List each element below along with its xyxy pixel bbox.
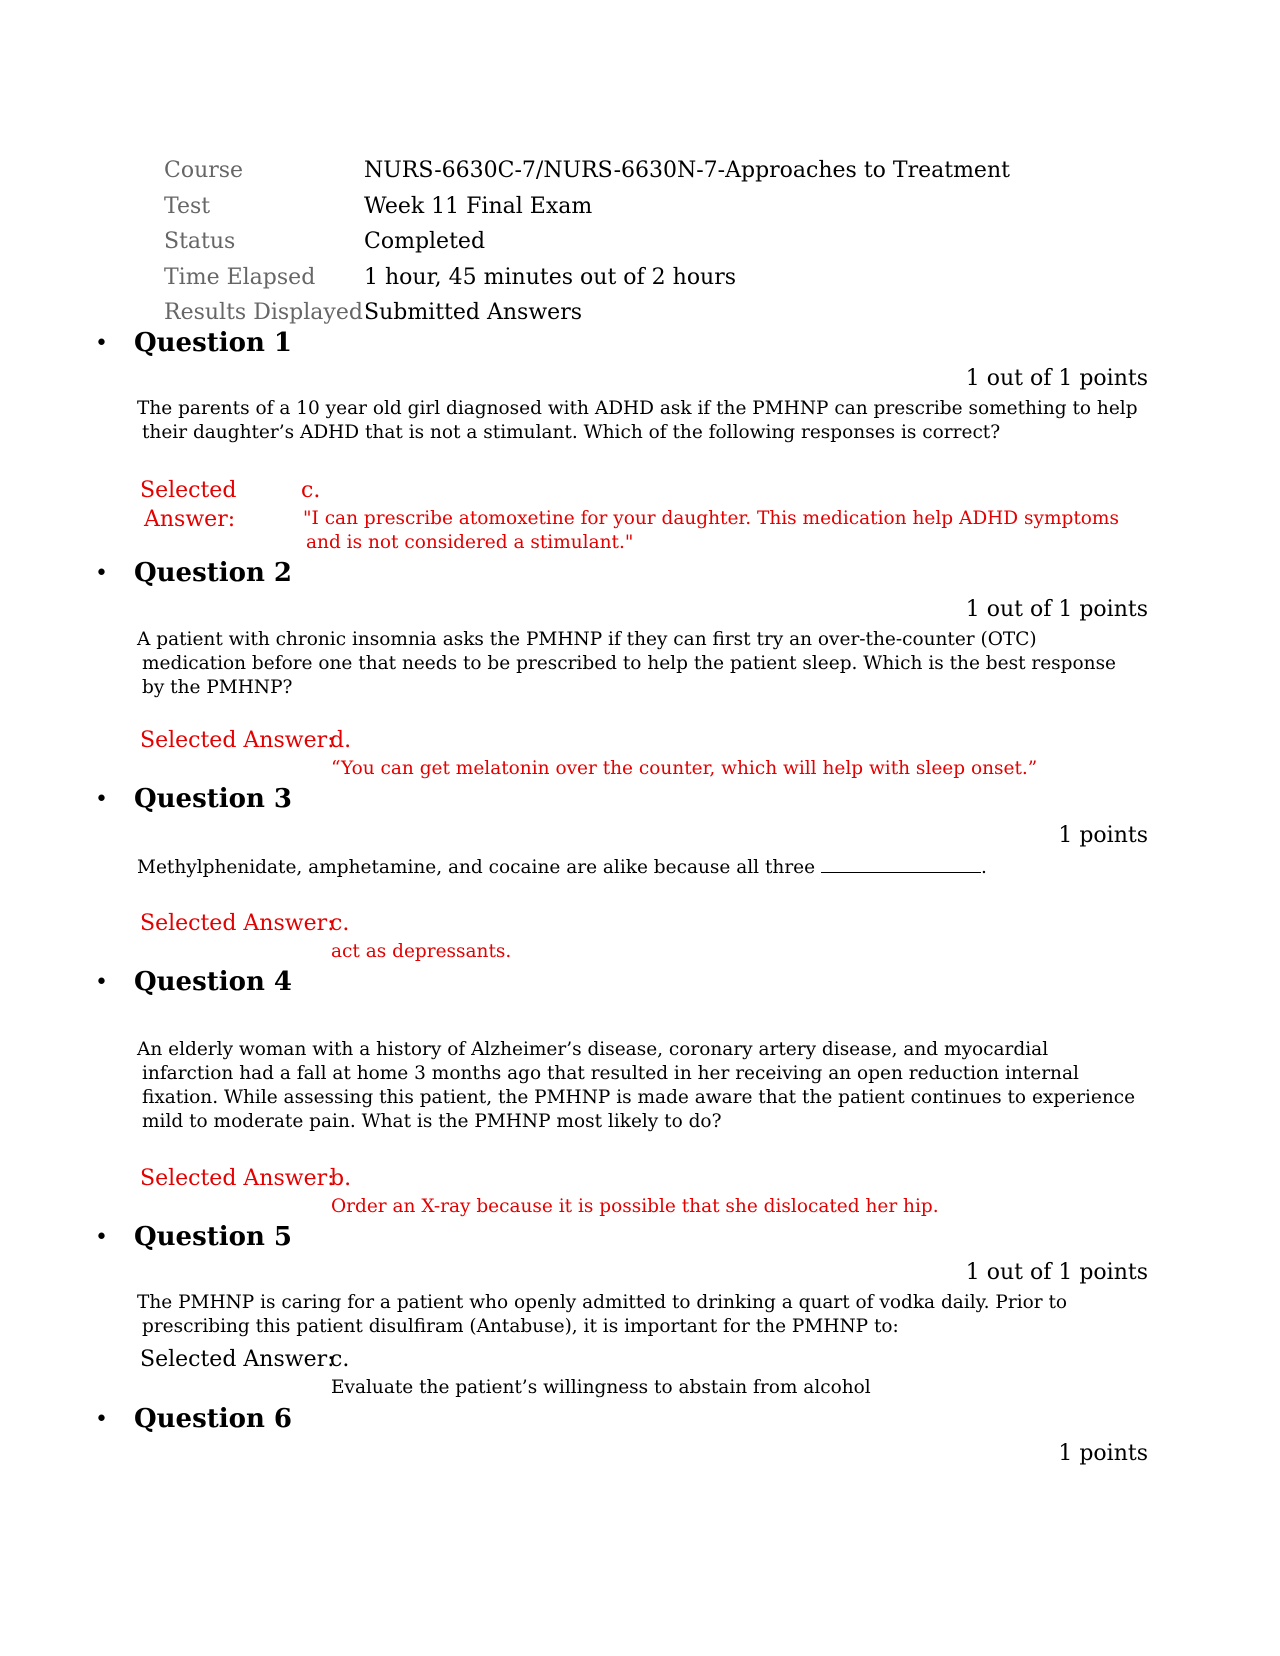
question-1-text	[137, 397, 1138, 445]
question-1-title	[95, 328, 292, 358]
question-text-line: A patient with chronic insomnia asks the PMHNP if they can first try an over-the-counter (OTC)	[137, 629, 1037, 650]
bullet: •	[95, 560, 108, 586]
question-text-line: mild to moderate pain. What is the PMHNP most likely to do?	[142, 1111, 722, 1132]
meta-label: Time Elapsed	[164, 264, 316, 290]
answer-text: Evaluate the patient’s willingness to abstain from alcohol	[331, 1377, 871, 1398]
time-elapsed-value: 1 hour, 45 minutes out of 2 hours	[364, 264, 737, 290]
question-6-title	[95, 1404, 292, 1434]
question-5-title	[95, 1222, 292, 1252]
answer-letter: c.	[330, 1347, 350, 1372]
selected-answer-label: Selected Answer:	[140, 728, 335, 753]
bullet: •	[95, 786, 108, 812]
question-5-text	[137, 1291, 1117, 1339]
question-text-line: An elderly woman with a history of Alzheimer’s disease, coronary artery disease, and myocardial	[137, 1039, 1049, 1060]
answer-letter: b.	[330, 1166, 352, 1191]
answer-text: Order an X-ray because it is possible that she dislocated her hip.	[331, 1196, 939, 1217]
test-details-table	[164, 153, 1010, 331]
question-4-text	[137, 1038, 1136, 1134]
results-displayed-value: Submitted Answers	[364, 300, 583, 326]
answer-text: act as depressants.	[331, 941, 512, 962]
meta-label: Test	[164, 193, 211, 219]
question-text-line: prescribing this patient disulfiram (Antabuse), it is important for the PMHNP to:	[142, 1316, 899, 1337]
bullet: •	[95, 330, 108, 356]
meta-label: Results Displayed	[164, 300, 363, 326]
selected-answer-label: Selected	[140, 478, 237, 503]
meta-row-status	[164, 224, 1010, 260]
bullet: •	[95, 1406, 108, 1432]
question-title: Question 6	[134, 1404, 293, 1434]
question-1-points: 1 out of 1 points	[965, 366, 1148, 391]
question-text-line: medication before one that needs to be prescribed to help the patient sleep. Which is the best response	[142, 653, 1117, 674]
question-text-line: The PMHNP is caring for a patient who openly admitted to drinking a quart of vodka daily. Prior to	[137, 1292, 1068, 1313]
question-title: Question 4	[134, 967, 293, 997]
meta-row-course	[164, 153, 1010, 189]
answer-text-line: "I can prescribe atomoxetine for your daughter. This medication help ADHD symptoms	[303, 508, 1119, 529]
answer-letter: d.	[330, 728, 352, 753]
selected-answer-label: Selected Answer:	[140, 1347, 335, 1372]
answer-letter: c.	[330, 911, 350, 936]
fill-in-blank	[821, 856, 981, 873]
question-4-title	[95, 967, 292, 997]
question-text-end: .	[980, 857, 987, 878]
question-text-line: infarction had a fall at home 3 months ago that resulted in her receiving an open reduction internal	[142, 1063, 1079, 1084]
answer-letter: c.	[301, 478, 321, 503]
bullet: •	[95, 1224, 108, 1250]
selected-answer-label: Selected Answer:	[140, 911, 335, 936]
meta-row-test	[164, 189, 1010, 225]
question-3-title	[95, 784, 292, 814]
question-title: Question 5	[134, 1222, 293, 1252]
question-title: Question 1	[134, 328, 293, 358]
answer-text: “You can get melatonin over the counter, which will help with sleep onset.”	[331, 758, 1038, 779]
question-text-line	[137, 856, 1117, 880]
bullet: •	[95, 969, 108, 995]
meta-row-results-displayed	[164, 295, 1010, 331]
question-2-text	[137, 628, 1117, 700]
question-text-line: their daughter’s ADHD that is not a stimulant. Which of the following responses is correct?	[142, 422, 1001, 443]
status-value: Completed	[364, 229, 486, 255]
question-title: Question 3	[134, 784, 293, 814]
meta-label: Course	[164, 158, 244, 184]
question-text-line: fixation. While assessing this patient, the PMHNP is made aware that the patient continues to experience	[142, 1087, 1136, 1108]
question-3-points: 1 points	[1058, 823, 1148, 848]
meta-label: Status	[164, 229, 236, 255]
selected-answer-label: Selected Answer:	[140, 1166, 335, 1191]
question-title: Question 2	[134, 558, 293, 588]
question-text: Methylphenidate, amphetamine, and cocaine are alike because all three	[137, 857, 816, 878]
answer-text-line: and is not considered a stimulant."	[306, 532, 634, 553]
test-name: Week 11 Final Exam	[364, 193, 593, 219]
meta-row-time-elapsed	[164, 260, 1010, 296]
course-name: NURS-6630C-7/NURS-6630N-7-Approaches to Treatment	[364, 158, 1010, 184]
selected-answer-label: Answer:	[144, 507, 236, 532]
question-2-points: 1 out of 1 points	[965, 597, 1148, 622]
question-text-line: by the PMHNP?	[142, 677, 293, 698]
question-3-text	[137, 856, 1117, 880]
question-text-line: The parents of a 10 year old girl diagnosed with ADHD ask if the PMHNP can prescribe something to help	[137, 398, 1138, 419]
answer-text	[303, 507, 1119, 555]
question-6-points: 1 points	[1058, 1441, 1148, 1466]
question-2-title	[95, 558, 292, 588]
question-5-points: 1 out of 1 points	[965, 1260, 1148, 1285]
